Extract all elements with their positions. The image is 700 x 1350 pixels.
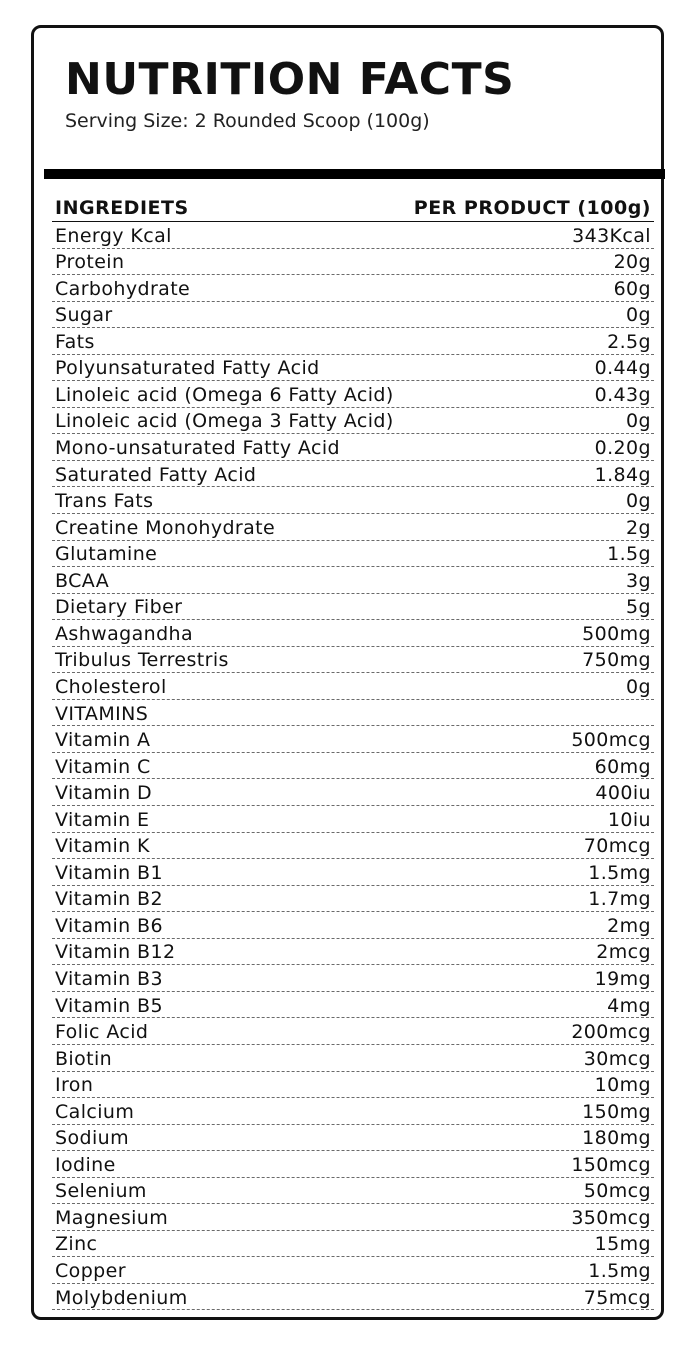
table-row bbox=[52, 620, 654, 647]
table-row bbox=[52, 1125, 654, 1152]
table-row bbox=[52, 381, 654, 408]
nutrient-value: 70mcg bbox=[583, 835, 651, 858]
nutrient-value: 10iu bbox=[607, 808, 651, 831]
table-row bbox=[52, 1045, 654, 1072]
nutrient-value: 60g bbox=[613, 277, 651, 300]
nutrient-name: Vitamin B12 bbox=[55, 941, 176, 964]
nutrient-name: Folic Acid bbox=[55, 1021, 149, 1044]
nutrient-name: Tribulus Terrestris bbox=[55, 649, 229, 672]
table-row bbox=[52, 1072, 654, 1099]
table-row bbox=[52, 1151, 654, 1178]
nutrient-name: Selenium bbox=[55, 1180, 147, 1203]
nutrient-name: Calcium bbox=[55, 1100, 135, 1123]
table-row bbox=[52, 673, 654, 700]
nutrient-name: Linoleic acid (Omega 3 Fatty Acid) bbox=[55, 410, 394, 433]
table-row bbox=[52, 912, 654, 939]
table-row bbox=[52, 1178, 654, 1205]
nutrient-name: Vitamin E bbox=[55, 808, 150, 831]
nutrient-value: 60mg bbox=[594, 755, 651, 778]
nutrient-value: 5g bbox=[626, 596, 651, 619]
table-row bbox=[52, 886, 654, 913]
nutrient-name: Iodine bbox=[55, 1153, 116, 1176]
table-row bbox=[52, 514, 654, 541]
nutrient-name: Vitamin B2 bbox=[55, 888, 163, 911]
table-row bbox=[52, 753, 654, 780]
table-row bbox=[52, 222, 654, 249]
nutrient-name: Vitamin B1 bbox=[55, 861, 163, 884]
nutrient-name: Vitamin K bbox=[55, 835, 150, 858]
table-row bbox=[52, 1098, 654, 1125]
nutrient-value: 1.5mg bbox=[588, 861, 651, 884]
table-row bbox=[52, 1257, 654, 1284]
nutrient-name: BCAA bbox=[55, 569, 110, 592]
table-row bbox=[52, 328, 654, 355]
nutrient-value: 150mcg bbox=[571, 1153, 651, 1176]
nutrient-value: 0g bbox=[626, 490, 651, 513]
nutrient-name: Vitamin B6 bbox=[55, 914, 163, 937]
nutrient-value: 0.43g bbox=[594, 383, 651, 406]
nutrient-value: 1.5mg bbox=[588, 1259, 651, 1282]
nutrient-name: Biotin bbox=[55, 1047, 113, 1070]
table-row bbox=[52, 833, 654, 860]
column-header-amount: PER PRODUCT (100g) bbox=[413, 197, 651, 219]
table-header bbox=[52, 196, 654, 222]
nutrient-name: Sodium bbox=[55, 1127, 129, 1150]
nutrient-name: Vitamin B5 bbox=[55, 994, 163, 1017]
table-row bbox=[52, 647, 654, 674]
nutrient-name: Polyunsaturated Fatty Acid bbox=[55, 357, 320, 380]
nutrient-name: Creatine Monohydrate bbox=[55, 516, 276, 539]
nutrient-value: 180mg bbox=[582, 1127, 651, 1150]
nutrient-value: 2mcg bbox=[596, 941, 651, 964]
nutrient-name: Trans Fats bbox=[55, 490, 154, 513]
nutrient-name: Vitamin A bbox=[55, 729, 151, 752]
table-row bbox=[52, 859, 654, 886]
table-row bbox=[52, 1018, 654, 1045]
nutrient-name: Fats bbox=[55, 330, 95, 353]
nutrient-name: Vitamin D bbox=[55, 782, 153, 805]
serving-size: Serving Size: 2 Rounded Scoop (100g) bbox=[65, 110, 430, 132]
table-row bbox=[52, 992, 654, 1019]
section-divider bbox=[44, 169, 665, 179]
nutrient-value: 1.5g bbox=[607, 543, 651, 566]
nutrient-value: 200mcg bbox=[571, 1021, 651, 1044]
table-row bbox=[52, 434, 654, 461]
nutrient-value: 0g bbox=[626, 675, 651, 698]
table-row bbox=[52, 939, 654, 966]
table-row bbox=[52, 726, 654, 753]
table-row bbox=[52, 487, 654, 514]
nutrient-name: Cholesterol bbox=[55, 675, 167, 698]
nutrient-name: Dietary Fiber bbox=[55, 596, 183, 619]
nutrient-value: 50mcg bbox=[583, 1180, 651, 1203]
nutrient-value: 4mg bbox=[607, 994, 651, 1017]
nutrient-value: 0g bbox=[626, 410, 651, 433]
nutrient-value: 343Kcal bbox=[572, 224, 651, 247]
nutrient-name: Molybdenium bbox=[55, 1286, 188, 1309]
nutrient-value: 1.84g bbox=[594, 463, 651, 486]
nutrient-value: 1.7mg bbox=[588, 888, 651, 911]
nutrient-value: 0g bbox=[626, 304, 651, 327]
table-row bbox=[52, 1231, 654, 1258]
page-title: NUTRITION FACTS bbox=[65, 54, 515, 105]
nutrient-table bbox=[52, 196, 654, 1310]
column-header-ingredient: INGREDIETS bbox=[55, 197, 189, 219]
nutrient-value: 2mg bbox=[607, 914, 651, 937]
nutrient-value: 400iu bbox=[595, 782, 651, 805]
table-row bbox=[52, 302, 654, 329]
nutrient-value: 0.44g bbox=[594, 357, 651, 380]
nutrient-value: 75mcg bbox=[583, 1286, 651, 1309]
table-row bbox=[52, 461, 654, 488]
nutrient-name: Carbohydrate bbox=[55, 277, 191, 300]
table-row bbox=[52, 355, 654, 382]
nutrient-value: 15mg bbox=[594, 1233, 651, 1256]
nutrient-value: 10mg bbox=[594, 1074, 651, 1097]
nutrient-name: Copper bbox=[55, 1259, 126, 1282]
nutrient-name: Vitamin C bbox=[55, 755, 151, 778]
nutrient-name: Iron bbox=[55, 1074, 94, 1097]
table-row bbox=[52, 779, 654, 806]
nutrient-value: 3g bbox=[626, 569, 651, 592]
nutrient-name: Vitamin B3 bbox=[55, 967, 163, 990]
nutrient-value: 0.20g bbox=[594, 437, 651, 460]
nutrient-name: Magnesium bbox=[55, 1206, 169, 1229]
table-row bbox=[52, 1284, 654, 1311]
nutrient-value: 19mg bbox=[594, 967, 651, 990]
table-row bbox=[52, 408, 654, 435]
nutrient-name: VITAMINS bbox=[55, 702, 149, 725]
nutrient-value: 150mg bbox=[582, 1100, 651, 1123]
nutrient-value: 500mg bbox=[582, 622, 651, 645]
nutrient-value: 350mcg bbox=[571, 1206, 651, 1229]
table-row bbox=[52, 700, 654, 727]
table-row bbox=[52, 1204, 654, 1231]
nutrient-name: Saturated Fatty Acid bbox=[55, 463, 257, 486]
table-row bbox=[52, 594, 654, 621]
nutrient-name: Glutamine bbox=[55, 543, 158, 566]
table-row bbox=[52, 275, 654, 302]
nutrient-name: Protein bbox=[55, 251, 125, 274]
nutrient-value: 750mg bbox=[582, 649, 651, 672]
nutrient-value: 30mcg bbox=[583, 1047, 651, 1070]
nutrition-facts-label bbox=[31, 25, 664, 1320]
table-row bbox=[52, 965, 654, 992]
table-row bbox=[52, 249, 654, 276]
nutrient-name: Sugar bbox=[55, 304, 113, 327]
nutrient-name: Energy Kcal bbox=[55, 224, 172, 247]
table-row bbox=[52, 806, 654, 833]
nutrient-value: 20g bbox=[613, 251, 651, 274]
nutrient-name: Linoleic acid (Omega 6 Fatty Acid) bbox=[55, 383, 394, 406]
nutrient-name: Mono-unsaturated Fatty Acid bbox=[55, 437, 340, 460]
nutrient-value: 2g bbox=[626, 516, 651, 539]
nutrient-value: 2.5g bbox=[607, 330, 651, 353]
nutrient-name: Ashwagandha bbox=[55, 622, 194, 645]
table-row bbox=[52, 567, 654, 594]
nutrient-value: 500mcg bbox=[571, 729, 651, 752]
nutrient-name: Zinc bbox=[55, 1233, 98, 1256]
table-row bbox=[52, 541, 654, 568]
